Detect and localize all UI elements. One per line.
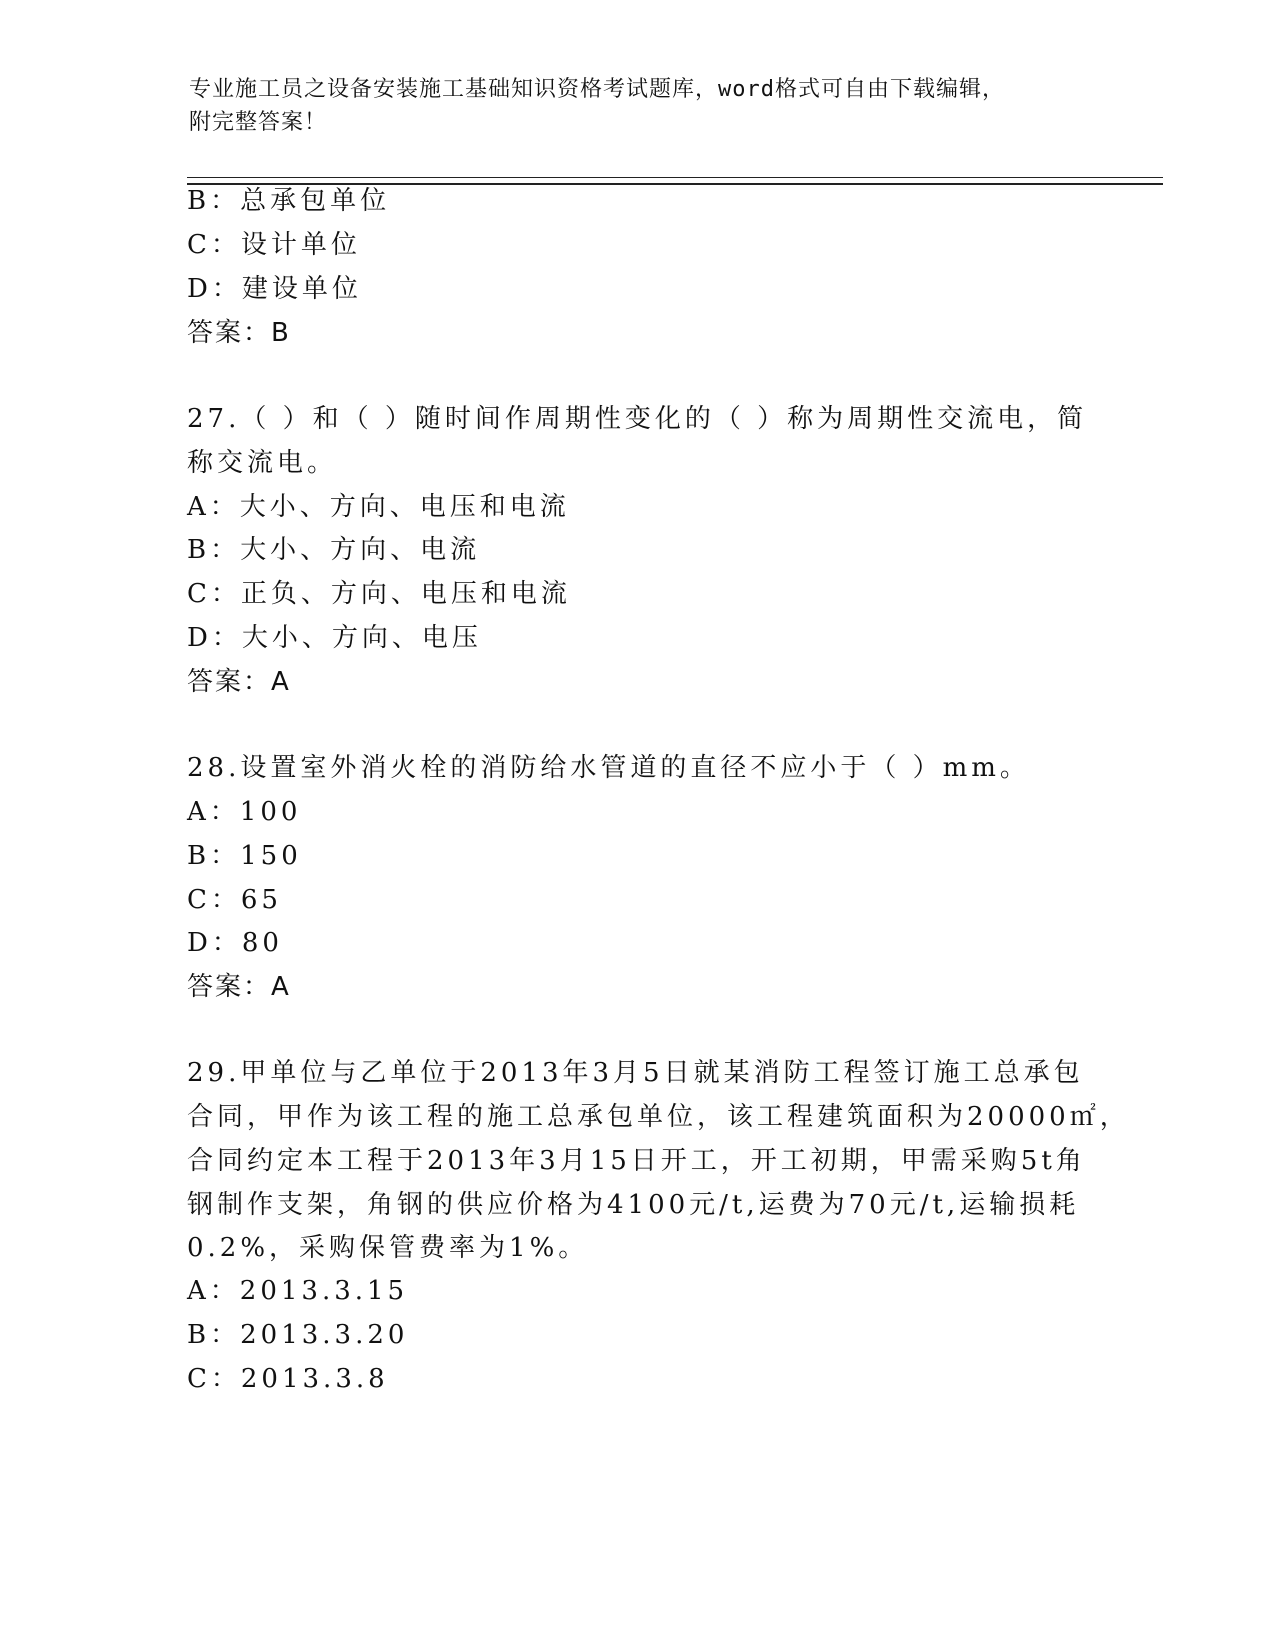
q27-option-c: C：正负、方向、电压和电流 [187, 579, 571, 609]
q26-option-d: D：建设单位 [187, 274, 362, 304]
q28-option-b: B：150 [187, 841, 302, 871]
q29-stem-line-3: 合同约定本工程于2013年3月15日开工，开工初期，甲需采购5t角 [187, 1146, 1086, 1176]
q29-stem-line-5: 0.2%，采购保管费率为1%。 [187, 1233, 589, 1263]
q27-answer-value: A [271, 667, 289, 697]
header-line-1: 专业施工员之设备安装施工基础知识资格考试题库，word格式可自由下载编辑， [189, 77, 1005, 102]
q27-stem-line-1: 27.（ ）和（ ）随时间作周期性变化的（ ）称为周期性交流电，简 [187, 404, 1088, 434]
q28-option-d: D：80 [187, 928, 283, 958]
q29-stem-line-1: 29.甲单位与乙单位于2013年3月5日就某消防工程签订施工总承包 [187, 1058, 1084, 1088]
document-header [189, 73, 1089, 139]
q26-answer-value: B [271, 318, 289, 348]
q28-answer [187, 965, 289, 1010]
q29-stem-line-4: 钢制作支架，角钢的供应价格为4100元/t,运费为70元/t,运输损耗 [187, 1190, 1080, 1220]
q29-option-a: A：2013.3.15 [187, 1276, 409, 1306]
q29-option-b: B：2013.3.20 [187, 1320, 409, 1350]
q28-option-c: C：65 [187, 885, 282, 915]
q27-option-b: B：大小、方向、电流 [187, 535, 481, 565]
q26-answer-label: 答案： [187, 318, 272, 348]
q29-option-c: C：2013.3.8 [187, 1364, 389, 1394]
q26-option-b: B：总承包单位 [187, 186, 391, 216]
q29-stem-line-2: 合同，甲作为该工程的施工总承包单位，该工程建筑面积为20000㎡， [187, 1102, 1130, 1132]
q26-answer [187, 311, 289, 356]
header-line-2: 附完整答案！ [189, 110, 328, 135]
q26-option-c: C：设计单位 [187, 230, 361, 260]
q27-option-a: A：大小、方向、电压和电流 [187, 492, 570, 522]
q27-option-d: D：大小、方向、电压 [187, 623, 482, 653]
q28-answer-label: 答案： [187, 972, 272, 1002]
q28-answer-value: A [271, 972, 289, 1002]
q28-stem: 28.设置室外消火栓的消防给水管道的直径不应小于（ ）mm。 [187, 753, 1030, 783]
q27-stem-line-2: 称交流电。 [187, 448, 338, 478]
q28-option-a: A：100 [187, 797, 302, 827]
q27-answer-label: 答案： [187, 667, 272, 697]
q27-answer [187, 660, 289, 705]
